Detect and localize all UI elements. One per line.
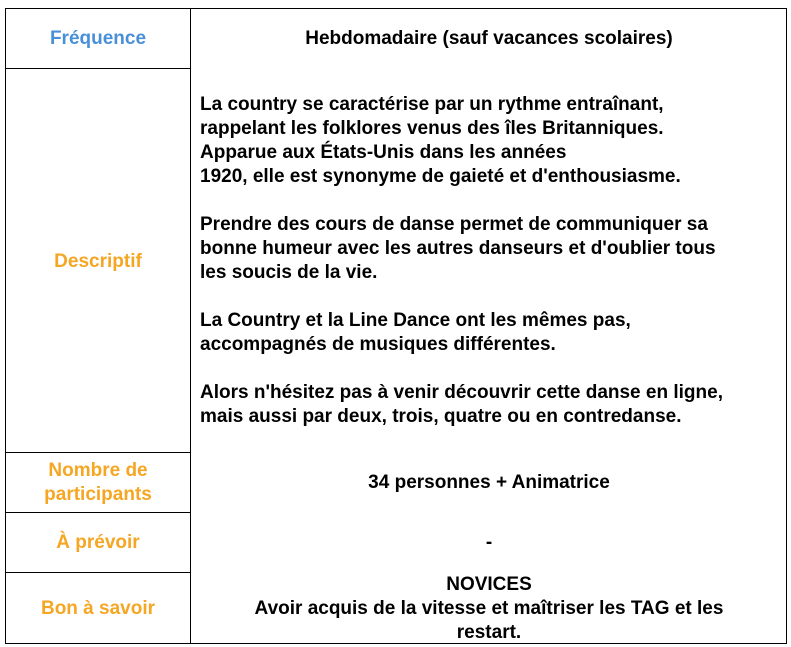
descriptif-line: 1920, elle est synonyme de gaieté et d'enthousiasme. [200, 166, 681, 187]
descriptif-paragraph [200, 381, 785, 429]
prevoir-label: À prévoir [56, 532, 140, 553]
descriptif-line: mais aussi par deux, trois, quatre ou en contredanse. [200, 406, 682, 427]
descriptif-line: accompagnés de musiques différentes. [200, 334, 556, 355]
descriptif-label: Descriptif [54, 251, 142, 272]
frequence-label: Fréquence [49, 28, 147, 49]
bon-a-savoir-line: Avoir acquis de la vitesse et maîtriser les TAG et les [254, 598, 724, 619]
bon-a-savoir-label: Bon à savoir [40, 598, 156, 619]
descriptif-paragraph [200, 309, 785, 357]
descriptif-line: bonne humeur avec les autres danseurs et d'oublier tous [200, 238, 716, 259]
participants-label [6, 459, 190, 507]
bon-a-savoir-line: NOVICES [446, 574, 532, 595]
descriptif-line: Alors n'hésitez pas à venir découvrir cette danse en ligne, [200, 382, 723, 403]
participants-value: 34 personnes + Animatrice [368, 472, 610, 493]
descriptif-line: La Country et la Line Dance ont les mêmes pas, [200, 310, 631, 331]
descriptif-paragraph [200, 93, 785, 189]
participants-label-line: Nombre de [48, 460, 148, 481]
prevoir-value: - [485, 532, 493, 553]
bon-a-savoir-value [191, 573, 787, 645]
frequence-value: Hebdomadaire (sauf vacances scolaires) [305, 28, 673, 49]
descriptif-line: La country se caractérise par un rythme entraînant, [200, 94, 664, 115]
row-divider-3 [5, 512, 191, 513]
descriptif-line: les soucis de la vie. [200, 262, 378, 283]
descriptif-line: Prendre des cours de danse permet de communiquer sa [200, 214, 708, 235]
participants-label-line: participants [44, 484, 152, 505]
row-divider-4 [5, 572, 191, 573]
table-border-top [5, 8, 787, 9]
descriptif-text [200, 93, 785, 429]
descriptif-paragraph [200, 213, 785, 285]
descriptif-line: Apparue aux États-Unis dans les années [200, 142, 567, 163]
row-divider-1 [5, 68, 191, 69]
row-divider-2 [5, 452, 191, 453]
bon-a-savoir-line: restart. [456, 622, 522, 643]
descriptif-line: rappelant les folklores venus des îles Britanniques. [200, 118, 664, 139]
